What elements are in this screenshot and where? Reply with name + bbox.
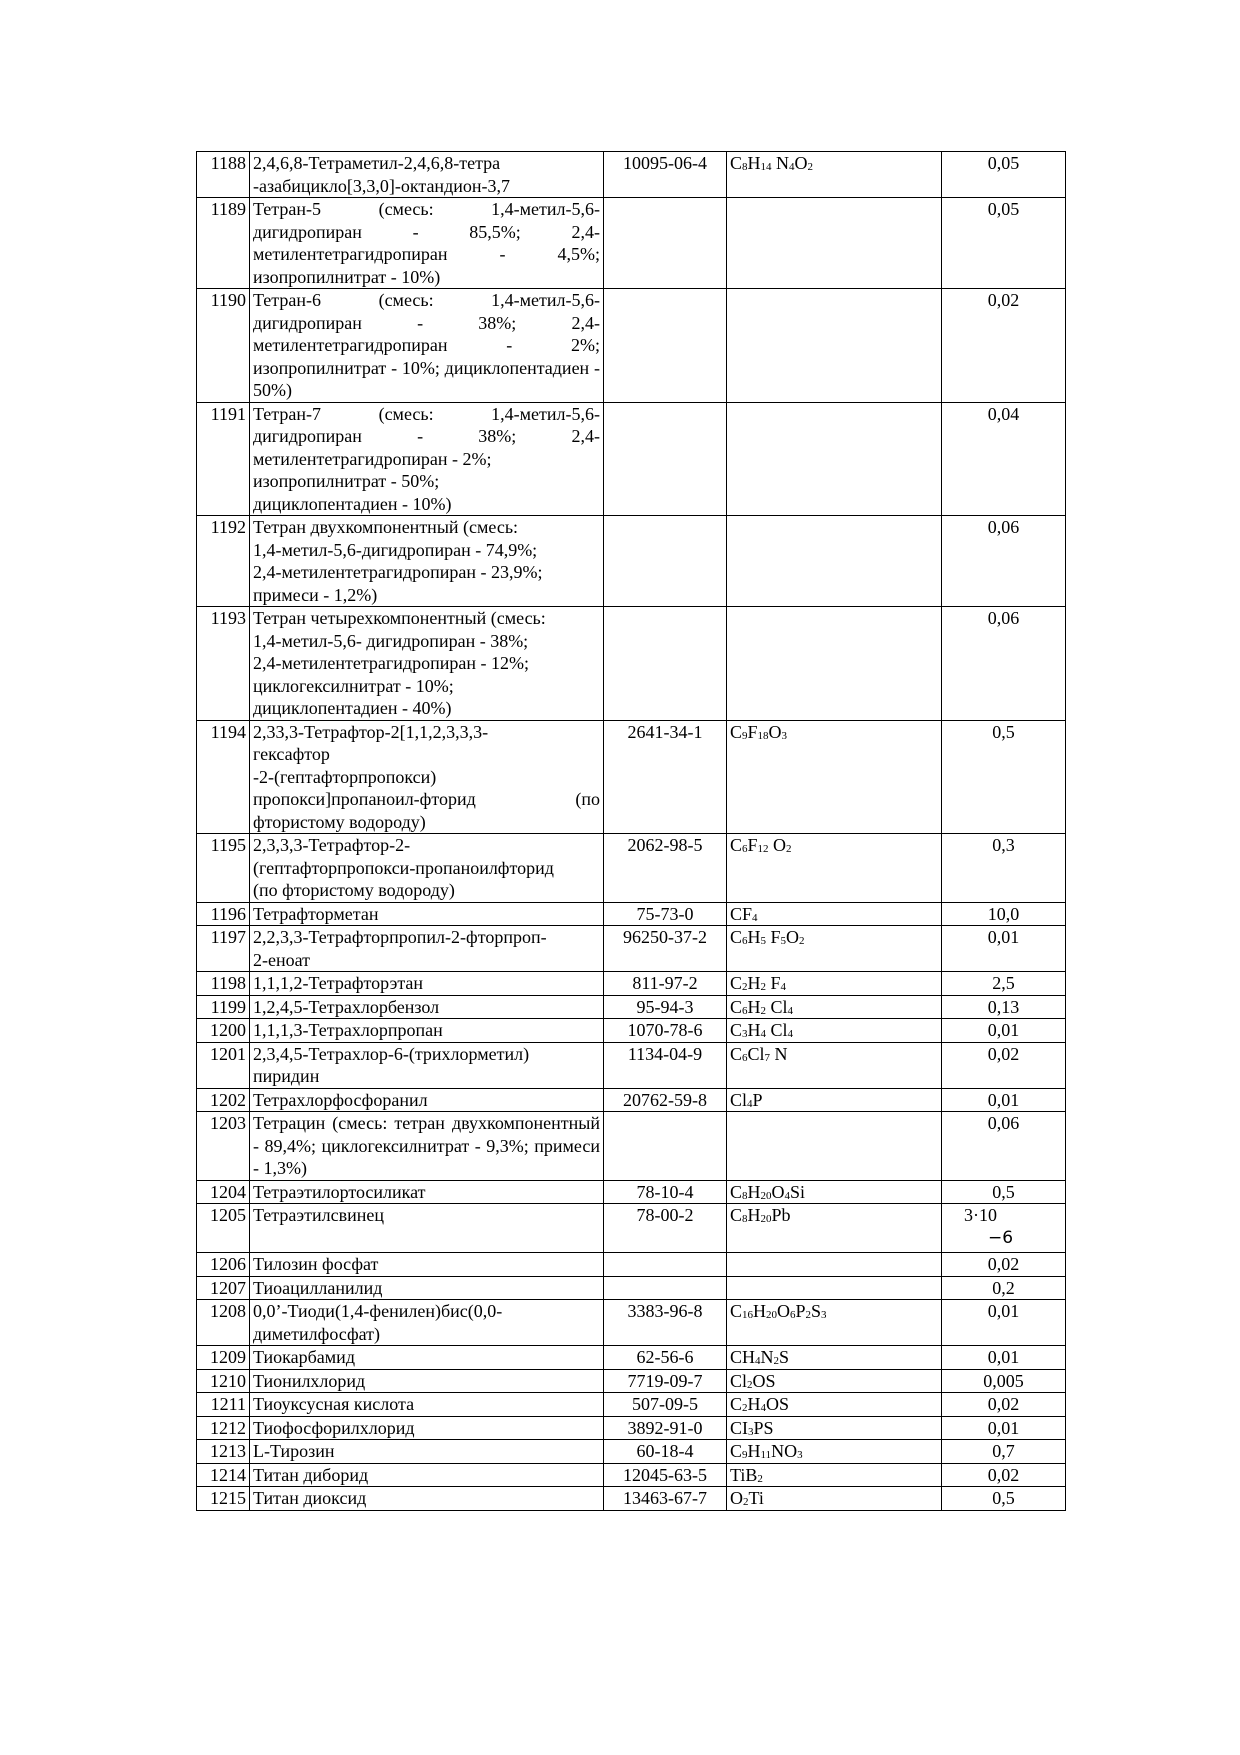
table-row — [197, 834, 1066, 903]
limit-value: 0,5 — [942, 720, 1066, 834]
table-row — [197, 1112, 1066, 1181]
cas-number: 75-73-0 — [604, 902, 727, 926]
cas-number: 20762-59-8 — [604, 1088, 727, 1112]
row-number: 1190 — [197, 289, 250, 403]
row-number: 1204 — [197, 1180, 250, 1204]
table-row — [197, 1463, 1066, 1487]
chemical-formula: $C_6Cl_7$ N — [727, 1042, 942, 1088]
cas-number: 2062-98-5 — [604, 834, 727, 903]
substance-name: Тетраэтилортосиликат — [250, 1180, 604, 1204]
cas-number: 12045-63-5 — [604, 1463, 727, 1487]
chemical-formula: $CH_4N_2S$ — [727, 1346, 942, 1370]
row-number: 1201 — [197, 1042, 250, 1088]
limit-value: 0,01 — [942, 926, 1066, 972]
chemical-formula: $C_2H_2$ $F_4$ — [727, 972, 942, 996]
row-number: 1206 — [197, 1253, 250, 1277]
chemical-formula — [727, 607, 942, 721]
cas-number: 1070-78-6 — [604, 1019, 727, 1043]
chemical-formula: $Cl_2OS$ — [727, 1369, 942, 1393]
row-number: 1207 — [197, 1276, 250, 1300]
substance-name: Тиоуксусная кислота — [250, 1393, 604, 1417]
table-row — [197, 1019, 1066, 1043]
limit-value: 0,05 — [942, 152, 1066, 198]
substance-name: Тетран четырехкомпонентный (смесь: 1,4-метил-5,6- дигидропиран - 38%; 2,4-метилентетрагидропиран - 12%; циклогексилнитрат - 10%; дициклопентадиен - 40%) — [250, 607, 604, 721]
limit-value: 0,01 — [942, 1416, 1066, 1440]
chemical-formula: $C_3H_4$ $Cl_4$ — [727, 1019, 942, 1043]
cas-number — [604, 1276, 727, 1300]
chemical-formula: TiB$_2$ — [727, 1463, 942, 1487]
table-row — [197, 402, 1066, 516]
row-number: 1195 — [197, 834, 250, 903]
cas-number — [604, 402, 727, 516]
substance-name: 1,1,1,3-Тетрахлорпропан — [250, 1019, 604, 1043]
row-number: 1203 — [197, 1112, 250, 1181]
row-number: 1209 — [197, 1346, 250, 1370]
chemical-formula — [727, 516, 942, 607]
table-row — [197, 198, 1066, 289]
substances-table — [196, 151, 1066, 1511]
chemical-formula: $C_9F_{18}O_3$ — [727, 720, 942, 834]
table-row — [197, 1369, 1066, 1393]
chemical-formula: $CI_3PS$ — [727, 1416, 942, 1440]
limit-value-exponent: −6 — [988, 1228, 1014, 1248]
chemical-formula: $C_8H_{20}Pb$ — [727, 1204, 942, 1253]
substance-name: 1,2,4,5-Тетрахлорбензол — [250, 995, 604, 1019]
chemical-formula: $C_6F_{12}$ $O_2$ — [727, 834, 942, 903]
cas-number — [604, 289, 727, 403]
chemical-formula — [727, 1276, 942, 1300]
cas-number: 13463-67-7 — [604, 1487, 727, 1511]
limit-value: 0,5 — [942, 1180, 1066, 1204]
substance-name: 2,33,3-Тетрафтор-2[1,1,2,3,3,3- гексафтор -2-(гептафторпропокси) пропокси]пропаноил-фторид (по фтористому водороду) — [250, 720, 604, 834]
substance-name: Тетрацин (смесь: тетран двухкомпонентный - 89,4%; циклогексилнитрат - 9,3%; примеси - 1,3%) — [250, 1112, 604, 1181]
cas-number — [604, 516, 727, 607]
row-number: 1205 — [197, 1204, 250, 1253]
row-number: 1202 — [197, 1088, 250, 1112]
chemical-formula: $C_2H_4OS$ — [727, 1393, 942, 1417]
limit-value: 0,3 — [942, 834, 1066, 903]
substance-name: 2,3,4,5-Тетрахлор-6-(трихлорметил) пиридин — [250, 1042, 604, 1088]
chemical-formula — [727, 402, 942, 516]
cas-number — [604, 1112, 727, 1181]
table-row — [197, 1487, 1066, 1511]
row-number: 1194 — [197, 720, 250, 834]
chemical-formula: $CF_4$ — [727, 902, 942, 926]
row-number: 1208 — [197, 1300, 250, 1346]
row-number: 1193 — [197, 607, 250, 721]
cas-number: 95-94-3 — [604, 995, 727, 1019]
cas-number — [604, 198, 727, 289]
row-number: 1198 — [197, 972, 250, 996]
substance-name: Тиокарбамид — [250, 1346, 604, 1370]
table-body — [197, 152, 1066, 1511]
limit-value: 0,02 — [942, 1042, 1066, 1088]
substance-name: Тетран-6 (смесь: 1,4-метил-5,6-дигидропиран - 38%; 2,4-метилентетрагидропиран - 2%; изопропилнитрат - 10%; дициклопентадиен - 50%) — [250, 289, 604, 403]
row-number: 1215 — [197, 1487, 250, 1511]
cas-number: 2641-34-1 — [604, 720, 727, 834]
row-number: 1212 — [197, 1416, 250, 1440]
row-number: 1191 — [197, 402, 250, 516]
substance-name: Тетран-5 (смесь: 1,4-метил-5,6-дигидропиран - 85,5%; 2,4-метилентетрагидропиран - 4,5%; изопропилнитрат - 10%) — [250, 198, 604, 289]
row-number: 1192 — [197, 516, 250, 607]
table-row — [197, 1300, 1066, 1346]
substance-name: 2,2,3,3-Тетрафторпропил-2-фторпроп- 2-еноат — [250, 926, 604, 972]
cas-number: 78-00-2 — [604, 1204, 727, 1253]
limit-value: 0,01 — [942, 1300, 1066, 1346]
table-row — [197, 1088, 1066, 1112]
table-row — [197, 926, 1066, 972]
cas-number: 60-18-4 — [604, 1440, 727, 1464]
cas-number: 811-97-2 — [604, 972, 727, 996]
substance-name: Тионилхлорид — [250, 1369, 604, 1393]
table-row — [197, 1276, 1066, 1300]
limit-value: 0,5 — [942, 1487, 1066, 1511]
substance-name: L-Тирозин — [250, 1440, 604, 1464]
limit-value: 0,02 — [942, 1463, 1066, 1487]
table-row — [197, 972, 1066, 996]
chemical-formula — [727, 289, 942, 403]
cas-number: 3892-91-0 — [604, 1416, 727, 1440]
limit-value: 2,5 — [942, 972, 1066, 996]
substance-name: Тиоацилланилид — [250, 1276, 604, 1300]
table-row — [197, 1204, 1066, 1253]
substance-name: Тетрахлорфосфоранил — [250, 1088, 604, 1112]
table-row — [197, 289, 1066, 403]
cas-number: 7719-09-7 — [604, 1369, 727, 1393]
chemical-formula: $Cl_4P$ — [727, 1088, 942, 1112]
substance-name: Тетрафторметан — [250, 902, 604, 926]
limit-value: 0,02 — [942, 1253, 1066, 1277]
limit-value: 0,7 — [942, 1440, 1066, 1464]
substance-name: Тетраэтилсвинец — [250, 1204, 604, 1253]
row-number: 1210 — [197, 1369, 250, 1393]
table-row — [197, 1346, 1066, 1370]
chemical-formula: $C_8H_{20}O_4Si$ — [727, 1180, 942, 1204]
table-row — [197, 1440, 1066, 1464]
table-row — [197, 902, 1066, 926]
table-row — [197, 607, 1066, 721]
chemical-formula — [727, 1112, 942, 1181]
cas-number: 10095-06-4 — [604, 152, 727, 198]
row-number: 1213 — [197, 1440, 250, 1464]
row-number: 1199 — [197, 995, 250, 1019]
limit-value: 0,005 — [942, 1369, 1066, 1393]
substance-name: 1,1,1,2-Тетрафторэтан — [250, 972, 604, 996]
limit-value-base: 3·10 — [964, 1205, 997, 1225]
limit-value: 0,01 — [942, 1088, 1066, 1112]
cas-number: 62-56-6 — [604, 1346, 727, 1370]
row-number: 1189 — [197, 198, 250, 289]
table-row — [197, 1180, 1066, 1204]
row-number: 1197 — [197, 926, 250, 972]
limit-value: 0,2 — [942, 1276, 1066, 1300]
substance-name: Тиофосфорилхлорид — [250, 1416, 604, 1440]
substance-name: Тетран-7 (смесь: 1,4-метил-5,6-дигидропиран - 38%; 2,4-метилентетрагидропиран - 2%; изопропилнитрат - 50%; дициклопентадиен - 10%) — [250, 402, 604, 516]
row-number: 1188 — [197, 152, 250, 198]
table-row — [197, 516, 1066, 607]
substance-name: 0,0’-Тиоди(1,4-фенилен)бис(0,0- диметилфосфат) — [250, 1300, 604, 1346]
cas-number: 78-10-4 — [604, 1180, 727, 1204]
table-row — [197, 1042, 1066, 1088]
cas-number: 3383-96-8 — [604, 1300, 727, 1346]
limit-value: 0,02 — [942, 289, 1066, 403]
table-row — [197, 1393, 1066, 1417]
chemical-formula — [727, 198, 942, 289]
table-row — [197, 1416, 1066, 1440]
substance-name: 2,4,6,8-Тетраметил-2,4,6,8-тетра -азабицикло[3,3,0]-октандион-3,7 — [250, 152, 604, 198]
cas-number — [604, 607, 727, 721]
limit-value: 0,06 — [942, 516, 1066, 607]
table-row — [197, 152, 1066, 198]
chemical-formula: $C_{16}H_{20}O_6P_2S_3$ — [727, 1300, 942, 1346]
limit-value: 0,04 — [942, 402, 1066, 516]
cas-number — [604, 1253, 727, 1277]
limit-value: 0,01 — [942, 1346, 1066, 1370]
row-number: 1211 — [197, 1393, 250, 1417]
row-number: 1196 — [197, 902, 250, 926]
table-row — [197, 995, 1066, 1019]
substance-name: Титан диборид — [250, 1463, 604, 1487]
chemical-formula: $C_8H_{14}$ $N_4O_2$ — [727, 152, 942, 198]
substance-name: Тилозин фосфат — [250, 1253, 604, 1277]
substance-name: Титан диоксид — [250, 1487, 604, 1511]
cas-number: 1134-04-9 — [604, 1042, 727, 1088]
cas-number: 96250-37-2 — [604, 926, 727, 972]
limit-value: 0,01 — [942, 1019, 1066, 1043]
limit-value: 10,0 — [942, 902, 1066, 926]
document-page — [196, 151, 1065, 1511]
chemical-formula: $O_2Ti$ — [727, 1487, 942, 1511]
limit-value: 0,13 — [942, 995, 1066, 1019]
limit-value: 0,06 — [942, 1112, 1066, 1181]
cas-number: 507-09-5 — [604, 1393, 727, 1417]
limit-value: 0,02 — [942, 1393, 1066, 1417]
chemical-formula: $C_6H_2$ $Cl_4$ — [727, 995, 942, 1019]
substance-name: Тетран двухкомпонентный (смесь: 1,4-метил-5,6-дигидропиран - 74,9%; 2,4-метилентетрагидропиран - 23,9%; примеси - 1,2%) — [250, 516, 604, 607]
limit-value: 0,06 — [942, 607, 1066, 721]
chemical-formula: $C_6H_5$ $F_5O_2$ — [727, 926, 942, 972]
limit-value — [942, 1204, 1066, 1253]
limit-value: 0,05 — [942, 198, 1066, 289]
substance-name: 2,3,3,3-Тетрафтор-2- (гептафторпропокси-пропаноилфторид (по фтористому водороду) — [250, 834, 604, 903]
limit-value-exponential — [945, 1204, 1062, 1252]
table-row — [197, 720, 1066, 834]
row-number: 1200 — [197, 1019, 250, 1043]
row-number: 1214 — [197, 1463, 250, 1487]
chemical-formula — [727, 1253, 942, 1277]
chemical-formula: $C_9H_{11}NO_3$ — [727, 1440, 942, 1464]
table-row — [197, 1253, 1066, 1277]
